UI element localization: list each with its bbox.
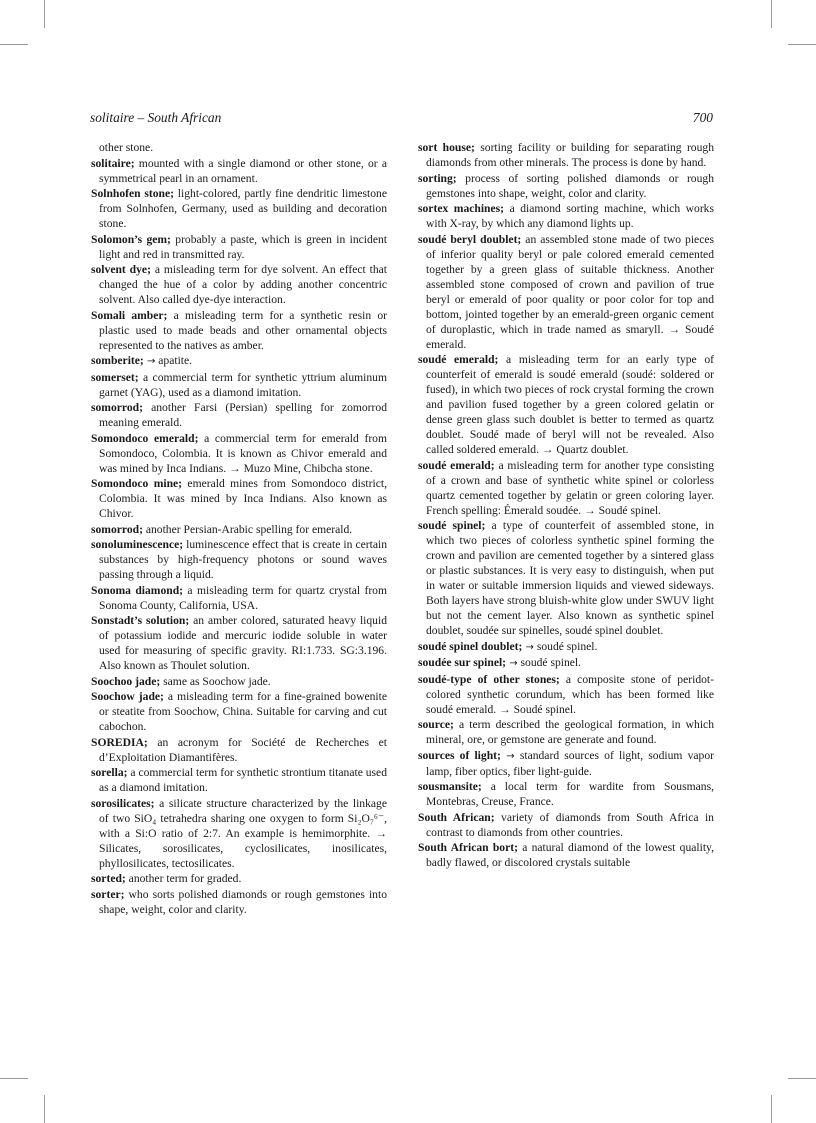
see-also-arrow-icon: → xyxy=(506,658,518,669)
entry-term: sorting; xyxy=(418,171,457,185)
dictionary-entry xyxy=(418,717,714,747)
dictionary-entry xyxy=(91,156,387,186)
dictionary-entry xyxy=(91,583,387,613)
entry-term: Sonoma diamond; xyxy=(91,583,184,597)
dictionary-entry xyxy=(91,796,387,871)
dictionary-entry xyxy=(91,140,387,155)
entry-definition: a diamond sorting machine, which works with X-ray, by which any diamond lights up. xyxy=(426,202,714,230)
dictionary-entry xyxy=(418,518,714,638)
entry-term: somerset; xyxy=(91,370,139,384)
see-also-arrow-icon: → xyxy=(522,641,534,653)
entry-definition: a misleading term for a synthetic resin or plastic used to made beads and other ornamental objects represented to the natives as amber. xyxy=(99,308,387,352)
entry-definition: another Farsi (Persian) spelling for zomorrod meaning emerald. xyxy=(99,401,387,429)
entry-term: soudé emerald; xyxy=(418,353,499,366)
entry-term: Sonstadt’s solution; xyxy=(91,614,190,627)
entry-term: solvent dye; xyxy=(91,263,151,276)
entry-term: Somali amber; xyxy=(91,308,168,322)
entry-term: Somondoco emerald; xyxy=(91,431,199,445)
entry-term: sort house; xyxy=(418,141,475,154)
crop-mark xyxy=(771,0,772,28)
crop-mark xyxy=(788,44,816,45)
entry-term: Somondoco mine; xyxy=(91,477,183,490)
dictionary-entry xyxy=(91,674,387,689)
entry-definition: an acronym for Société de Recherches et d’Exploitation Diamantifères. xyxy=(99,735,387,764)
entry-definition: an assembled stone made of two pieces of inferior quality beryl or pale colored emerald cemented together by a green glass of suitable thickness. Another assembled stone composed of crown and pavilion of true beryl or emerald of poor quality or poor color for top and bottom, jointed together by an emerald-green organic cement of duroplastic, which in trade named as smaryll. → Soudé emerald. xyxy=(426,232,715,351)
entry-term: source; xyxy=(418,718,454,731)
dictionary-entry xyxy=(418,779,714,809)
entry-definition: a term described the geological formation, in which mineral, ore, or gemstone are generate and found. xyxy=(426,718,714,746)
entry-definition: sorting facility or building for separating rough diamonds from other minerals. The process is done by hand. xyxy=(426,141,714,169)
entry-definition: soudé spinel. xyxy=(533,639,598,653)
dictionary-entry xyxy=(91,735,387,765)
dictionary-entry xyxy=(418,639,714,655)
entry-term: soudé beryl doublet; xyxy=(418,232,522,246)
dictionary-entry xyxy=(91,370,387,400)
dictionary-entry xyxy=(91,522,387,537)
entry-definition: a misleading term for a fine-grained bowenite or steatite from Soochow, China. Suitable for carving and cut cabochon. xyxy=(99,690,387,733)
entry-definition: a composite stone of peridot-colored synthetic corundum, which has been formed like soudé emerald. → Soudé spinel. xyxy=(426,672,715,716)
entry-term: Solnhofen stone; xyxy=(91,187,175,200)
dictionary-entry xyxy=(418,810,714,840)
entry-definition: another Persian-Arabic spelling for emerald. xyxy=(142,522,353,536)
left-column xyxy=(91,140,387,917)
entry-definition: a local term for wardite from Sousmans, Montebras, Creuse, France. xyxy=(426,780,714,808)
dictionary-entry xyxy=(418,201,714,231)
entry-definition: a misleading term for an early type of counterfeit of emerald is soudé emerald (soudé: soldered or fused), in which two pieces of rock crystal forming the crown and pavilion fused together by a green colored gelatin or dense green glass such doublet is better to termed as quartz doublet. Soudé made of beryl will not be revealed. Also called soldered emerald. → Quartz doublet. xyxy=(426,353,714,456)
entry-term: sources of light; xyxy=(418,748,501,762)
dictionary-entry xyxy=(91,400,387,430)
see-also-arrow-icon: → xyxy=(500,750,515,762)
entry-definition: apatite. xyxy=(155,354,193,367)
entry-definition: soudé spinel. xyxy=(517,656,582,669)
entry-definition: mounted with a single diamond or other stone, or a symmetrical pearl in an ornament. xyxy=(99,156,387,185)
entry-definition: a misleading term for dye solvent. An effect that changed the hue of a color by adding another concentric solvent. Also called dye-dye interaction. xyxy=(99,263,387,306)
entry-definition: other stone. xyxy=(99,141,154,154)
dictionary-entry xyxy=(418,840,714,870)
crop-mark xyxy=(771,1095,772,1123)
entry-term: sorosilicates; xyxy=(91,796,155,810)
entry-term: sorter; xyxy=(91,887,125,901)
dictionary-entry xyxy=(418,352,714,457)
entry-term: soudé emerald; xyxy=(418,458,495,472)
entry-term: sonoluminescence; xyxy=(91,538,184,551)
entry-definition: probably a paste, which is green in incident light and red in transmitted ray. xyxy=(99,232,387,261)
dictionary-entry xyxy=(418,232,714,352)
entry-definition: a silicate structure characterized by the linkage of two SiO₄ tetrahedra sharing one oxygen to form Si₂O₇⁶⁻, with a Si:O ratio of 2:7. An example is hemimorphite. → Silicates, sorosilicates, cyclosilicates, inosilicates, phyllosilicates, tectosilicates. xyxy=(99,796,387,870)
entry-term: Soochoo jade; xyxy=(91,674,161,688)
entry-definition: light-colored, partly fine dendritic limestone from Solnhofen, Germany, used as building and decoration stone. xyxy=(99,187,387,230)
entry-term: South African bort; xyxy=(418,841,518,854)
dictionary-entry xyxy=(91,613,387,673)
entry-term: sousmansite; xyxy=(418,780,482,793)
entry-definition: luminescence effect that is create in certain substances by high-frequency photons or sound waves passing through a liquid. xyxy=(99,538,387,581)
running-header xyxy=(90,110,713,126)
entry-term: Soochow jade; xyxy=(91,690,164,703)
crop-mark xyxy=(0,44,28,45)
dictionary-entry xyxy=(91,262,387,307)
dictionary-entry xyxy=(91,537,387,582)
dictionary-entry xyxy=(418,140,714,170)
dictionary-entry xyxy=(91,887,387,917)
entry-definition: an amber colored, saturated heavy liquid of potassium iodide and mercuric iodide soluble in water used for measuring of specific gravity. RI:1.733. SG:3.196. Also known as Thoulet solution. xyxy=(99,614,387,672)
entry-term: solitaire; xyxy=(91,156,135,170)
entry-term: South African; xyxy=(418,810,495,824)
dictionary-entry xyxy=(91,431,387,476)
entry-term: SOREDIA; xyxy=(91,735,148,749)
entry-definition: emerald mines from Somondoco district, Colombia. It was mined by Inca Indians. Also known as Chivor. xyxy=(99,477,387,520)
crop-mark xyxy=(44,0,45,28)
entry-definition: variety of diamonds from South Africa in contrast to diamonds from other countries. xyxy=(426,810,714,839)
dictionary-entry xyxy=(91,871,387,886)
dictionary-entry xyxy=(418,672,714,717)
entry-definition: process of sorting polished diamonds or rough gemstones into shape, weight, color and clarity. xyxy=(426,171,714,200)
entry-definition: a misleading term for quartz crystal from Sonoma County, California, USA. xyxy=(99,583,387,612)
dictionary-entry xyxy=(418,748,714,779)
entry-definition: a natural diamond of the lowest quality, badly flawed, or discolored crystals suitable xyxy=(426,841,714,869)
dictionary-entry xyxy=(91,689,387,734)
dictionary-entry xyxy=(91,186,387,231)
entry-term: sorted; xyxy=(91,872,126,885)
entry-term: somberite; xyxy=(91,354,144,367)
entry-term: soudée sur spinel; xyxy=(418,656,507,669)
crop-mark xyxy=(788,1078,816,1079)
dictionary-entry xyxy=(91,308,387,353)
entry-definition: another term for graded. xyxy=(125,872,242,885)
entry-term: soudé spinel; xyxy=(418,519,486,532)
dictionary-entry xyxy=(91,476,387,521)
dictionary-entry xyxy=(418,655,714,671)
dictionary-entry xyxy=(418,458,714,518)
entry-definition: a commercial term for synthetic yttrium aluminum garnet (YAG), used as a diamond imitation. xyxy=(99,370,387,399)
entry-term: Solomon’s gem; xyxy=(91,232,171,246)
entry-definition: who sorts polished diamonds or rough gemstones into shape, weight, color and clarity. xyxy=(99,887,387,916)
entry-term: sorella; xyxy=(91,766,128,779)
crop-mark xyxy=(0,1078,28,1079)
entry-term: somorrod; xyxy=(91,522,143,536)
page-number: 700 xyxy=(692,110,713,125)
entry-term: somorrod; xyxy=(91,401,143,414)
entry-term: soudé-type of other stones; xyxy=(418,672,560,686)
dictionary-entry xyxy=(91,765,387,795)
entry-definition: same as Soochow jade. xyxy=(160,674,271,688)
entry-definition: standard sources of light, sodium vapor lamp, fiber optics, fiber light-guide. xyxy=(426,748,714,778)
dictionary-entry xyxy=(418,171,714,201)
right-column xyxy=(418,140,714,871)
see-also-arrow-icon: → xyxy=(143,356,156,367)
header-title: solitaire – South African xyxy=(90,110,222,125)
entry-definition: a commercial term for emerald from Somondoco, Colombia. It is known as Chivor emerald and was mined by Inca Indians. → Muzo Mine, Chibcha stone. xyxy=(99,431,387,475)
crop-mark xyxy=(44,1095,45,1123)
dictionary-entry xyxy=(91,232,387,262)
entry-term: sortex machines; xyxy=(418,202,505,215)
entry-definition: a misleading term for another type consisting of a crown and base of synthetic white spinel or colorless quartz cemented together by gelatin or green coloring layer. French spelling: Émerald soudée. → Soudé spinel. xyxy=(426,458,714,517)
entry-definition: a type of counterfeit of assembled stone, in which two pieces of colorless synthetic spinel forming the crown and pavilion are cemented together by a sintered glass or plastic substances. It is very easy to distinguish, when put in water or suitable immersion liquids and viewed sideways. Both layers have strong bluish-white glow under SWUV light but not the cement layer. Also known as synthetic spinel doublet, soudée sur spinelles, soudé spinel doublet. xyxy=(426,519,714,637)
entry-definition: a commercial term for synthetic strontium titanate used as a diamond imitation. xyxy=(99,766,387,794)
dictionary-entry xyxy=(91,353,387,369)
entry-term: soudé spinel doublet; xyxy=(418,639,523,653)
